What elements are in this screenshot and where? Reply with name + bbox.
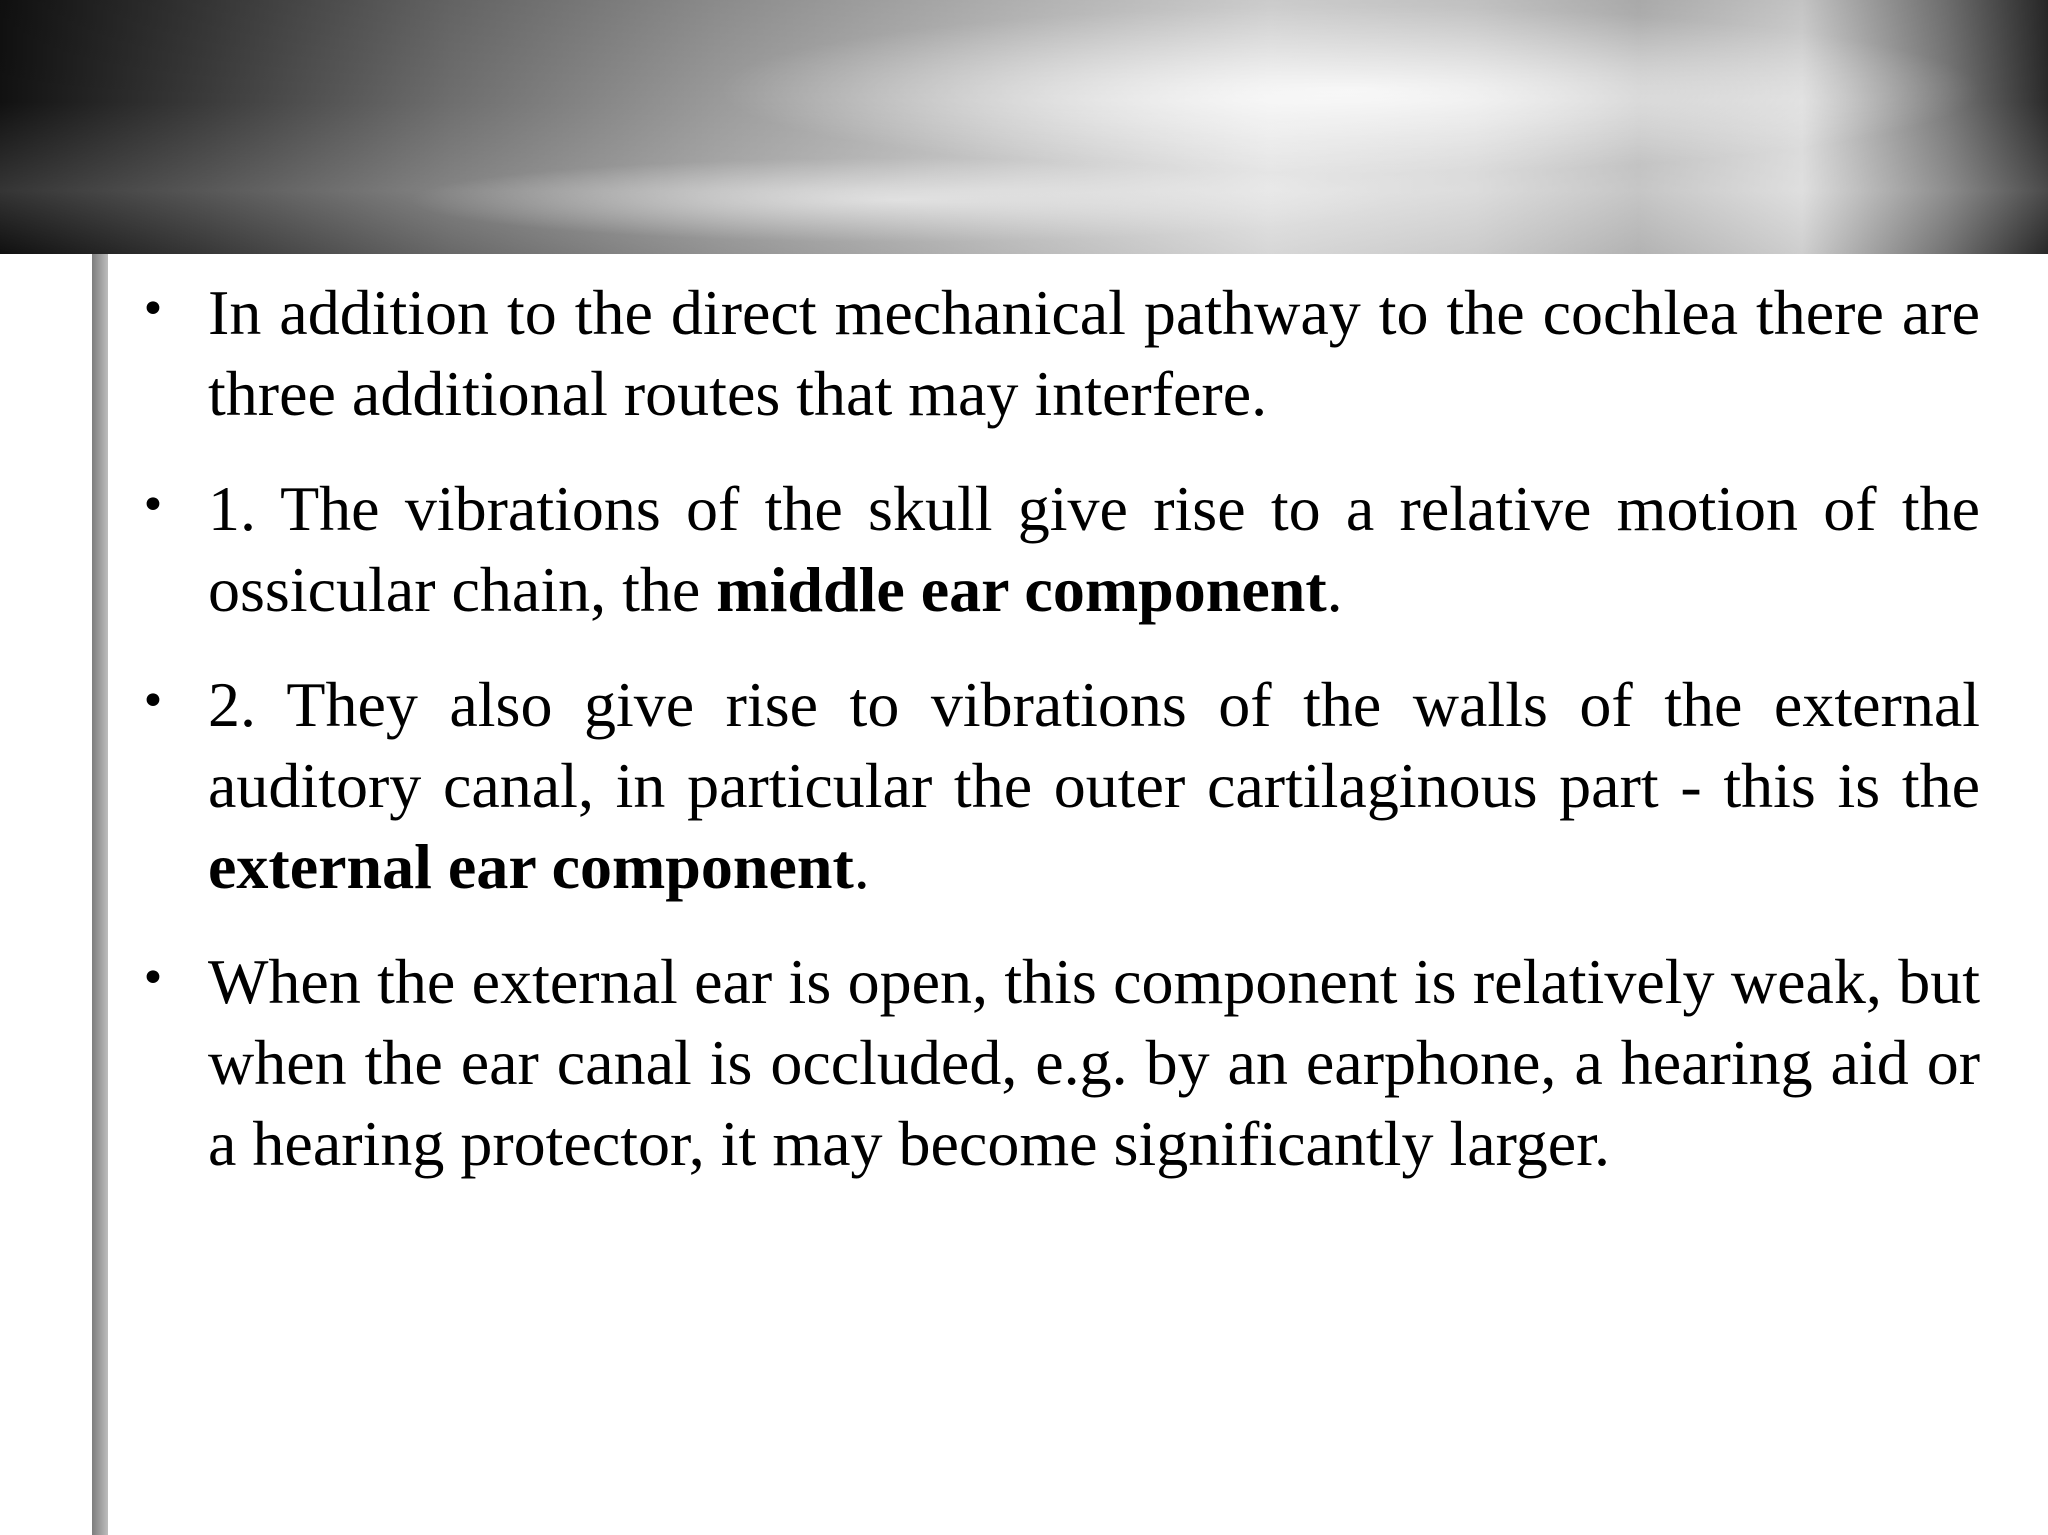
bullet-text-end: . [1326,554,1343,625]
header-band [0,0,2048,254]
side-accent-bar [92,254,108,1535]
bullet-dot-icon: • [140,953,166,1004]
bullet-bold-term: middle ear component [716,554,1327,625]
bullet-dot-icon: • [140,284,166,335]
bullet-text: When the external ear is open, this component is relatively weak, but when the ear canal is occluded, e.g. by an earphone, a hearing aid or a hearing protector, it may become significantly larger. [208,946,1980,1179]
bullet-bold-term: external ear component [208,831,854,902]
bullet-list [140,272,1980,1218]
bullet-item-4 [140,941,1980,1184]
bullet-text-end: . [853,831,870,902]
bullet-item-2 [140,468,1980,630]
bullet-text: 2. They also give rise to vibrations of the walls of the external auditory canal, in particular the outer cartilaginous part - this is the [208,669,1980,821]
bullet-dot-icon: • [140,676,166,727]
bullet-text: 1. The vibrations of the skull give rise to a relative motion of the ossicular chain, the [208,473,1980,625]
bullet-text: In addition to the direct mechanical pathway to the cochlea there are three additional routes that may interfere. [208,277,1980,429]
bullet-dot-icon: • [140,480,166,531]
bullet-item-1 [140,272,1980,434]
bullet-item-3 [140,664,1980,907]
